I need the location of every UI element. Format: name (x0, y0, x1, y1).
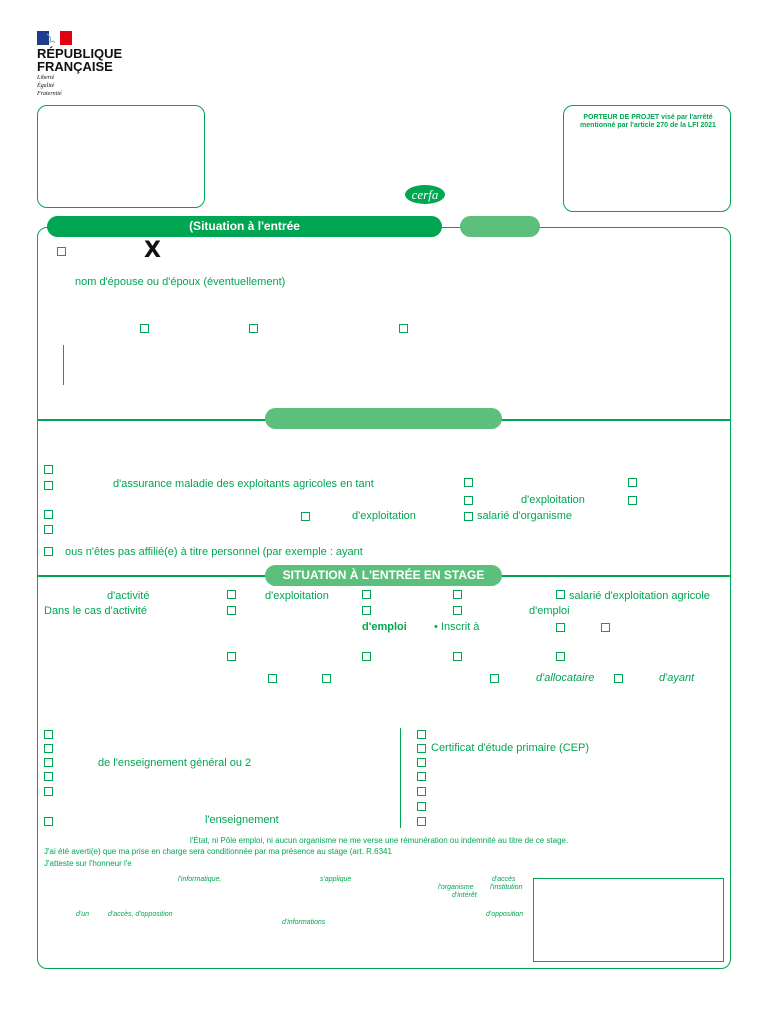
checkbox-s2-11[interactable] (44, 547, 53, 556)
acces-text: d'accès (492, 876, 516, 883)
reserved-box-left[interactable] (37, 105, 205, 208)
informations-text: d'informations (282, 919, 326, 926)
checkbox-s2-8[interactable] (301, 512, 310, 521)
checkbox-edu-r5[interactable] (417, 787, 426, 796)
not-affiliated-label: ous n'êtes pas affilié(e) à titre personnel (par exemple : ayant (65, 546, 363, 558)
checkbox-s3-13[interactable] (556, 652, 565, 661)
education-divider (400, 728, 401, 828)
text-cursor-line (63, 345, 64, 385)
flag-icon (37, 31, 72, 45)
checkbox-s3-9[interactable] (601, 623, 610, 632)
dun-text: d'un (76, 911, 90, 918)
checkbox-edu-r1[interactable] (417, 730, 426, 739)
checkbox-s1-a[interactable] (140, 324, 149, 333)
checkbox-edu-r2[interactable] (417, 744, 426, 753)
motto-fraternite: Fraternité (37, 91, 62, 97)
allocataire-label: d'allocataire (536, 672, 595, 684)
salarie-agricole-label: salarié d'exploitation agricole (569, 590, 710, 602)
cerfa-logo: cerfa (405, 185, 445, 204)
checkbox-edu-r7[interactable] (417, 817, 426, 826)
checkbox-s2-6[interactable] (628, 496, 637, 505)
checkbox-s3-15[interactable] (322, 674, 331, 683)
checkbox-s3-10[interactable] (227, 652, 236, 661)
republic-line2: FRANÇAISE (37, 59, 113, 74)
checkbox-edu-l2[interactable] (44, 744, 53, 753)
organisme-text: l'organisme (438, 884, 474, 891)
checked-mark[interactable]: X (144, 238, 161, 263)
checkbox-edu-l6[interactable] (44, 817, 53, 826)
activite-label: d'activité (107, 590, 150, 602)
checkbox-s2-9[interactable] (464, 512, 473, 521)
motto-egalite: Égalité (37, 83, 55, 89)
checkbox-s3-12[interactable] (453, 652, 462, 661)
exploitation-mid-label: d'exploitation (352, 510, 416, 522)
checkbox-s2-10[interactable] (44, 525, 53, 534)
atteste-line: J'atteste sur l'honneur l'e (44, 859, 132, 868)
emploi-bold-label: d'emploi (362, 621, 407, 633)
ayant-label: d'ayant (659, 672, 695, 684)
checkbox-s3-14[interactable] (268, 674, 277, 683)
checkbox-edu-r4[interactable] (417, 772, 426, 781)
checkbox-s3-1[interactable] (227, 590, 236, 599)
checkbox-s1-c[interactable] (399, 324, 408, 333)
checkbox-s2-2[interactable] (44, 481, 53, 490)
spouse-name-label: nom d'épouse ou d'époux (éventuellement) (75, 276, 286, 288)
porteur-text: PORTEUR DE PROJET visé par l'arrêté mentionné par l'article 270 de la LFI 2021 (580, 114, 716, 129)
checkbox-s3-11[interactable] (362, 652, 371, 661)
exploitation-right-label: d'exploitation (521, 494, 585, 506)
checkbox-edu-r3[interactable] (417, 758, 426, 767)
checkbox-s2-7[interactable] (44, 510, 53, 519)
section1-title: (Situation à l'entrée (47, 216, 442, 237)
checkbox-s3-4[interactable] (556, 590, 565, 599)
checkbox-s3-8[interactable] (556, 623, 565, 632)
exploitation-label: d'exploitation (265, 590, 329, 602)
acces-opposition-text: d'accès, d'opposition (108, 911, 173, 918)
checkbox-edu-r6[interactable] (417, 802, 426, 811)
checkbox-s3-7[interactable] (453, 606, 462, 615)
checkbox-s3-2[interactable] (362, 590, 371, 599)
cep-label: Certificat d'étude primaire (CEP) (431, 742, 589, 754)
opposition-text: d'opposition (486, 911, 524, 918)
section1-pill-right (460, 216, 540, 237)
checkbox-edu-l4[interactable] (44, 772, 53, 781)
institution-text: l'institution (490, 884, 523, 891)
emploi-right-label: d'emploi (529, 605, 570, 617)
interet-text: d'intérêt (452, 892, 477, 899)
signature-box[interactable] (533, 878, 724, 962)
porteur-box[interactable] (563, 105, 731, 212)
informatique-text: l'informatique, (178, 876, 222, 883)
checkbox-s2-4[interactable] (628, 478, 637, 487)
checkbox-s3-17[interactable] (614, 674, 623, 683)
etat-line: l'État, ni Pôle emploi, ni aucun organisme ne me verse une rémunération ou indemnité au titre de ce stage. (190, 836, 569, 845)
salarie-organisme-label: salarié d'organisme (477, 510, 573, 522)
checkbox-s2-5[interactable] (464, 496, 473, 505)
checkbox-s3-16[interactable] (490, 674, 499, 683)
insurance-label: d'assurance maladie des exploitants agricoles en tant (113, 478, 374, 490)
checkbox-s2-3[interactable] (464, 478, 473, 487)
checkbox-s3-5[interactable] (227, 606, 236, 615)
checkbox-edu-l1[interactable] (44, 730, 53, 739)
checkbox-s2-1[interactable] (44, 465, 53, 474)
cas-activite-label: Dans le cas d'activité (44, 605, 147, 617)
motto-liberte: Liberté (37, 75, 55, 81)
applique-text: s'applique (320, 876, 352, 883)
inscrit-label: • Inscrit à (434, 621, 480, 633)
enseignement-general-label: de l'enseignement général ou 2 (98, 757, 252, 769)
checkbox-s3-3[interactable] (453, 590, 462, 599)
section2-pill (265, 408, 502, 429)
averti-line: J'ai été averti(e) que ma prise en charge sera conditionnée par ma présence au stage (art. R.6341 (44, 847, 392, 856)
republic-line1: RÉPUBLIQUE (37, 46, 123, 61)
checkbox-edu-l5[interactable] (44, 787, 53, 796)
checkbox-s3-6[interactable] (362, 606, 371, 615)
enseignement-label: l'enseignement (205, 814, 279, 826)
checkbox-s1-b[interactable] (249, 324, 258, 333)
section3-title: SITUATION À L'ENTRÉE EN STAGE (265, 565, 502, 586)
checkbox-civility-1[interactable] (57, 247, 66, 256)
checkbox-edu-l3[interactable] (44, 758, 53, 767)
